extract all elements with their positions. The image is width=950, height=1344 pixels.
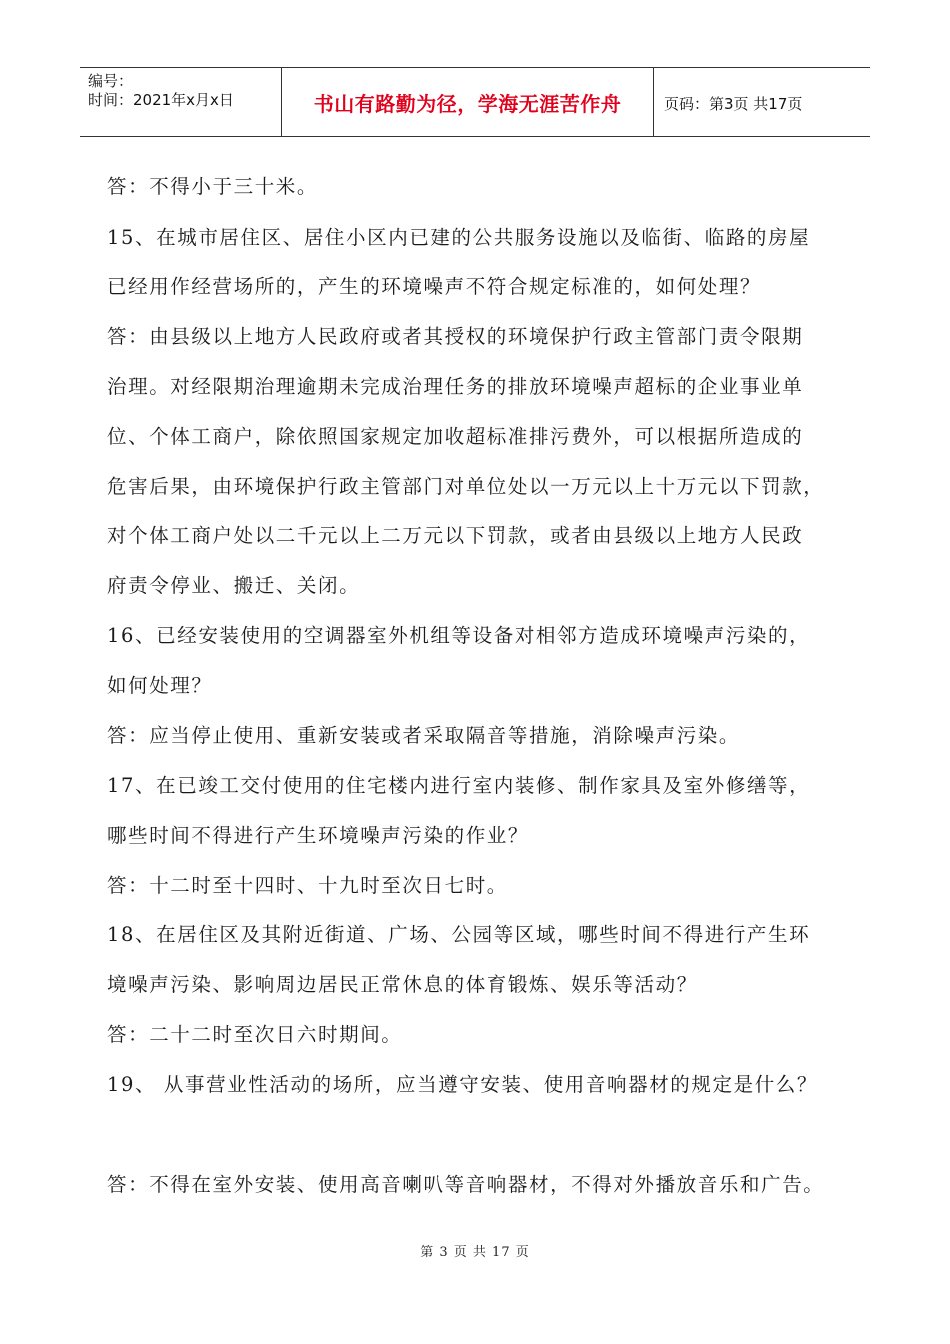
question-16-line-2: 如何处理？ bbox=[107, 674, 213, 697]
answer-19: 答：不得在室外安装、使用高音喇叭等音响器材，不得对外播放音乐和广告。 bbox=[107, 1173, 825, 1196]
question-15-line-2: 已经用作经营场所的，产生的环境噪声不符合规定标准的，如何处理？ bbox=[107, 275, 762, 298]
header-motto: 书山有路勤为径，学海无涯苦作舟 bbox=[313, 92, 622, 116]
question-16-line-1: 16、已经安装使用的空调器室外机组等设备对相邻方造成环境噪声污染的， bbox=[107, 624, 811, 647]
header-meta-cell bbox=[80, 68, 282, 136]
question-17-line-2: 哪些时间不得进行产生环境噪声污染的作业？ bbox=[107, 824, 530, 847]
header-page-cell bbox=[654, 68, 870, 136]
question-15-line-1: 15、在城市居住区、居住小区内已建的公共服务设施以及临街、临路的房屋 bbox=[107, 226, 811, 249]
answer-15-line-3: 位、个体工商户，除依照国家规定加收超标准排污费外，可以根据所造成的 bbox=[107, 425, 804, 448]
answer-15-line-4: 危害后果，由环境保护行政主管部门对单位处以一万元以上十万元以下罚款， bbox=[107, 475, 825, 498]
answer-14: 答：不得小于三十米。 bbox=[107, 175, 319, 198]
document-number-label: 编号： bbox=[88, 72, 134, 90]
document-date-label: 时间：2021年x月x日 bbox=[88, 91, 234, 109]
answer-15-line-5: 对个体工商户处以二千元以上二万元以下罚款，或者由县级以上地方人民政 bbox=[107, 524, 804, 547]
question-18-line-2: 境噪声污染、影响周边居民正常休息的体育锻炼、娱乐等活动？ bbox=[107, 973, 698, 996]
answer-18: 答：二十二时至次日六时期间。 bbox=[107, 1023, 403, 1046]
header-page-info: 页码：第3页 共17页 bbox=[664, 95, 803, 113]
answer-15-line-2: 治理。对经限期治理逾期未完成治理任务的排放环境噪声超标的企业事业单 bbox=[107, 375, 804, 398]
page-footer: 第 3 页 共 17 页 bbox=[420, 1245, 530, 1260]
question-17-line-1: 17、在已竣工交付使用的住宅楼内进行室内装修、制作家具及室外修缮等， bbox=[107, 774, 811, 797]
document-header bbox=[80, 67, 870, 137]
question-19: 19、 从事营业性活动的场所，应当遵守安装、使用音响器材的规定是什么？ bbox=[107, 1073, 819, 1096]
answer-15-line-1: 答：由县级以上地方人民政府或者其授权的环境保护行政主管部门责令限期 bbox=[107, 325, 804, 348]
answer-17: 答：十二时至十四时、十九时至次日七时。 bbox=[107, 874, 508, 897]
answer-15-line-6: 府责令停业、搬迁、关闭。 bbox=[107, 574, 361, 597]
question-18-line-1: 18、在居住区及其附近街道、广场、公园等区域，哪些时间不得进行产生环 bbox=[107, 923, 811, 946]
header-motto-cell bbox=[282, 68, 654, 136]
answer-16: 答：应当停止使用、重新安装或者采取隔音等措施，消除噪声污染。 bbox=[107, 724, 741, 747]
